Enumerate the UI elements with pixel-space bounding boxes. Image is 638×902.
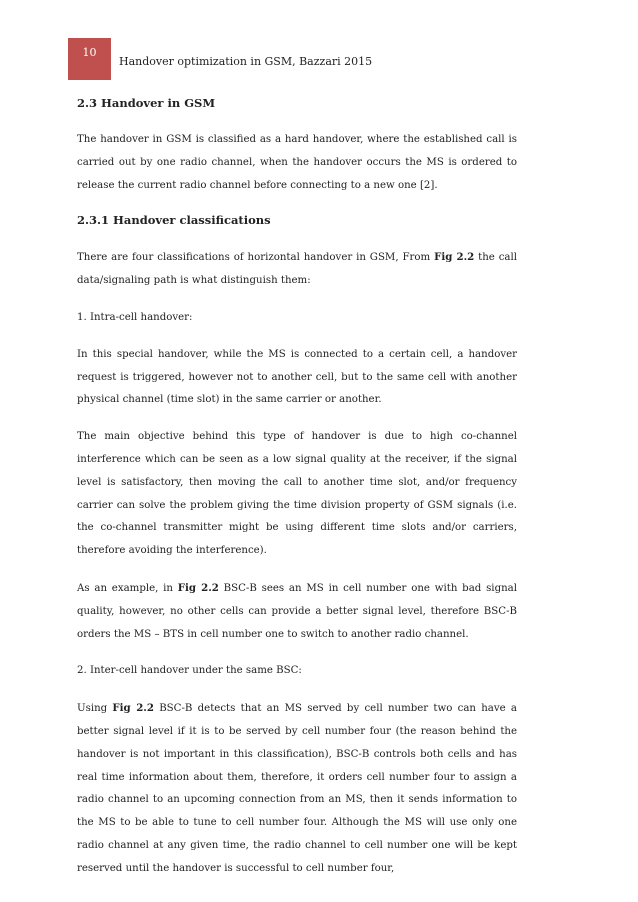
figure-reference: Fig 2.2: [112, 702, 154, 715]
page-number: 10: [82, 46, 97, 59]
text-run: the call data/signaling path is what distinguish them:: [77, 252, 517, 287]
text-run: As an example, in: [77, 582, 178, 594]
figure-reference: Fig 2.2: [177, 581, 219, 594]
classification-intro-paragraph: [77, 246, 517, 293]
subsection-heading: 2.3.1 Handover classifications: [77, 213, 271, 228]
document-body: [77, 96, 517, 881]
section-intro-paragraph: The handover in GSM is classified as a hard handover, where the established call is carried out by one radio channel, when the handover occurs the MS is ordered to release the current radio channel before connecting to a new one [2].: [77, 134, 517, 191]
page-number-badge: [68, 38, 111, 80]
list-item-title: 2. Inter-cell handover under the same BSC:: [77, 665, 302, 677]
running-header: Handover optimization in GSM, Bazzari 2015: [119, 55, 373, 68]
intra-cell-example-paragraph: [77, 577, 517, 646]
intra-cell-paragraph-2: The main objective behind this type of handover is due to high co-channel interference which can be seen as a low signal quality at the receiver, if the signal level is satisfactory, then moving the call to another time slot, and/or frequency carrier can solve the problem giving the time division property of GSM signals (i.e. the co-channel transmitter might be using different time slots and/or carriers, therefore avoiding the interference).: [77, 431, 517, 557]
figure-reference: Fig 2.2: [434, 251, 475, 264]
text-run: BSC-B sees an MS in cell number one with bad signal quality, however, no other cells can provide a better signal level, therefore BSC-B orders the MS – BTS in cell number one to switch to another radio channel.: [77, 582, 517, 640]
text-run: Using: [77, 703, 113, 715]
inter-cell-paragraph: [77, 697, 517, 880]
section-heading: 2.3 Handover in GSM: [77, 96, 216, 110]
list-item-title: 1. Intra-cell handover:: [77, 311, 193, 323]
intra-cell-paragraph-1: In this special handover, while the MS is connected to a certain cell, a handover request is triggered, however not to another cell, but to the same cell with another physical channel (time slot) in the same carrier or another.: [77, 348, 517, 406]
text-run: BSC-B detects that an MS served by cell number two can have a better signal level if it is to be served by cell number four (the reason behind the handover is not important in this classification), BSC-B controls both cells and has real time information about them, therefore, it orders cell number four to assign a radio channel to an upcoming connection from an MS, then it sends information to the MS to be able to tune to cell number four. Although the MS will use only one radio channel at any given time, the radio channel to cell number one will be kept reserved until the handover is successful to cell number four,: [77, 703, 517, 874]
text-run: There are four classifications of horizontal handover in GSM, From: [77, 252, 435, 264]
